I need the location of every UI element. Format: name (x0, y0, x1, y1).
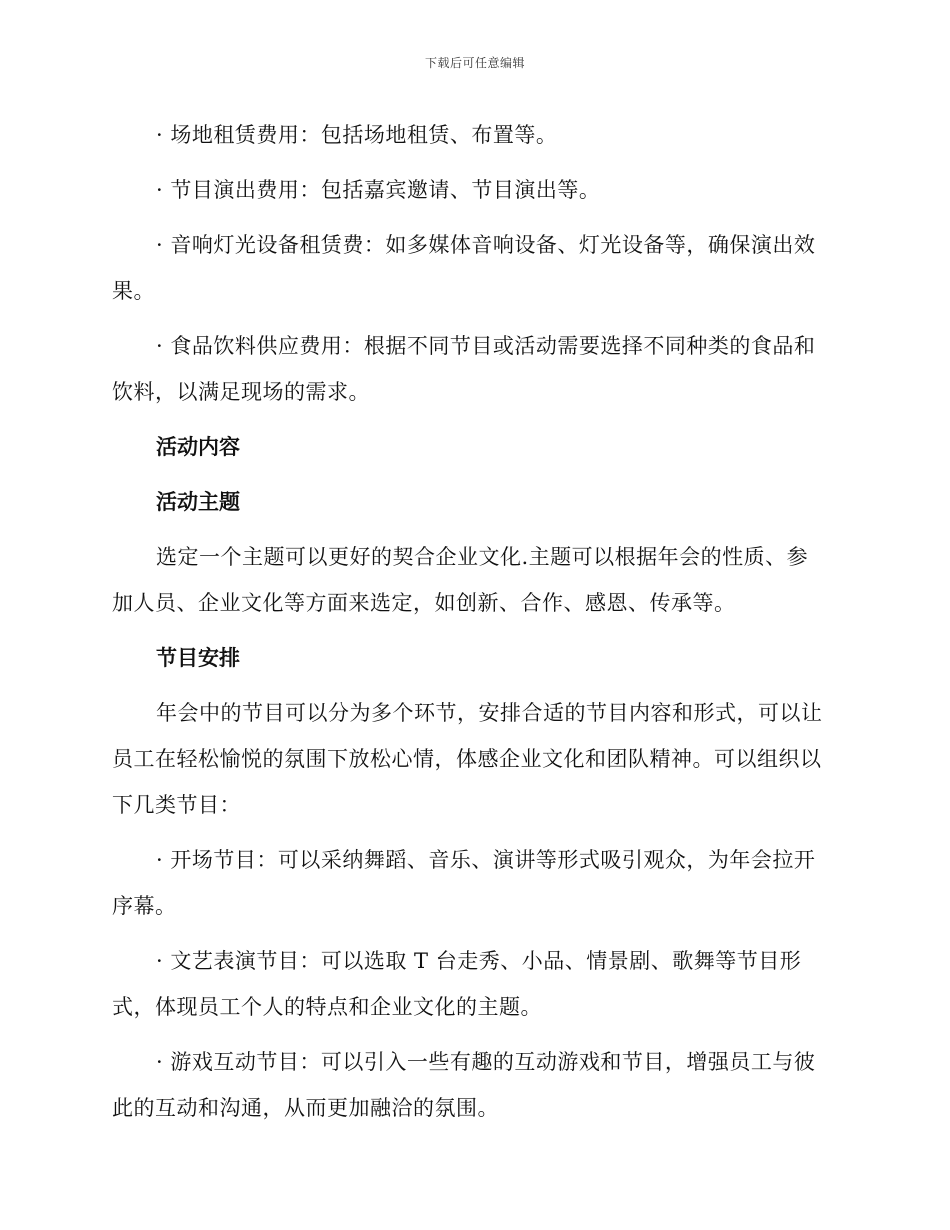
section-heading-activity-theme: 活动主题 (156, 489, 240, 514)
paragraph-theme: 选定一个主题可以更好的契合企业文化.主题可以根据年会的性质、参加人员、企业文化等方面来选定，如创新、合作、感恩、传承等。 (112, 545, 809, 615)
bullet-venue-cost: · 场地租赁费用：包括场地租赁、布置等。 (156, 123, 558, 147)
bullet-opening-program: · 开场节目：可以采纳舞蹈、音乐、演讲等形式吸引观众，为年会拉开序幕。 (112, 848, 816, 918)
section-heading-program-arrangement: 节目安排 (156, 645, 240, 670)
page-content (112, 112, 824, 1140)
bullet-food-drink-cost: · 食品饮料供应费用：根据不同节目或活动需要选择不同种类的食品和饮料，以满足现场的需求。 (112, 334, 816, 404)
section-heading-activity-content: 活动内容 (156, 434, 240, 459)
paragraph-program-intro: 年会中的节目可以分为多个环节，安排合适的节目内容和形式，可以让员工在轻松愉悦的氛围下放松心情，体感企业文化和团队精神。可以组织以下几类节目： (112, 701, 823, 817)
page-header: 下载后可任意编辑 (424, 56, 525, 70)
bullet-interactive-games: · 游戏互动节目：可以引入一些有趣的互动游戏和节目，增强员工与彼此的互动和沟通，从而更加融洽的氛围。 (112, 1050, 816, 1120)
bullet-av-equipment-cost: · 音响灯光设备租赁费：如多媒体音响设备、灯光设备等，确保演出效果。 (112, 233, 816, 303)
bullet-art-performance: · 文艺表演节目：可以选取 T 台走秀、小品、情景剧、歌舞等节目形式，体现员工个人的特点和企业文化的主题。 (112, 949, 802, 1019)
bullet-performance-cost: · 节目演出费用：包括嘉宾邀请、节目演出等。 (156, 178, 601, 202)
